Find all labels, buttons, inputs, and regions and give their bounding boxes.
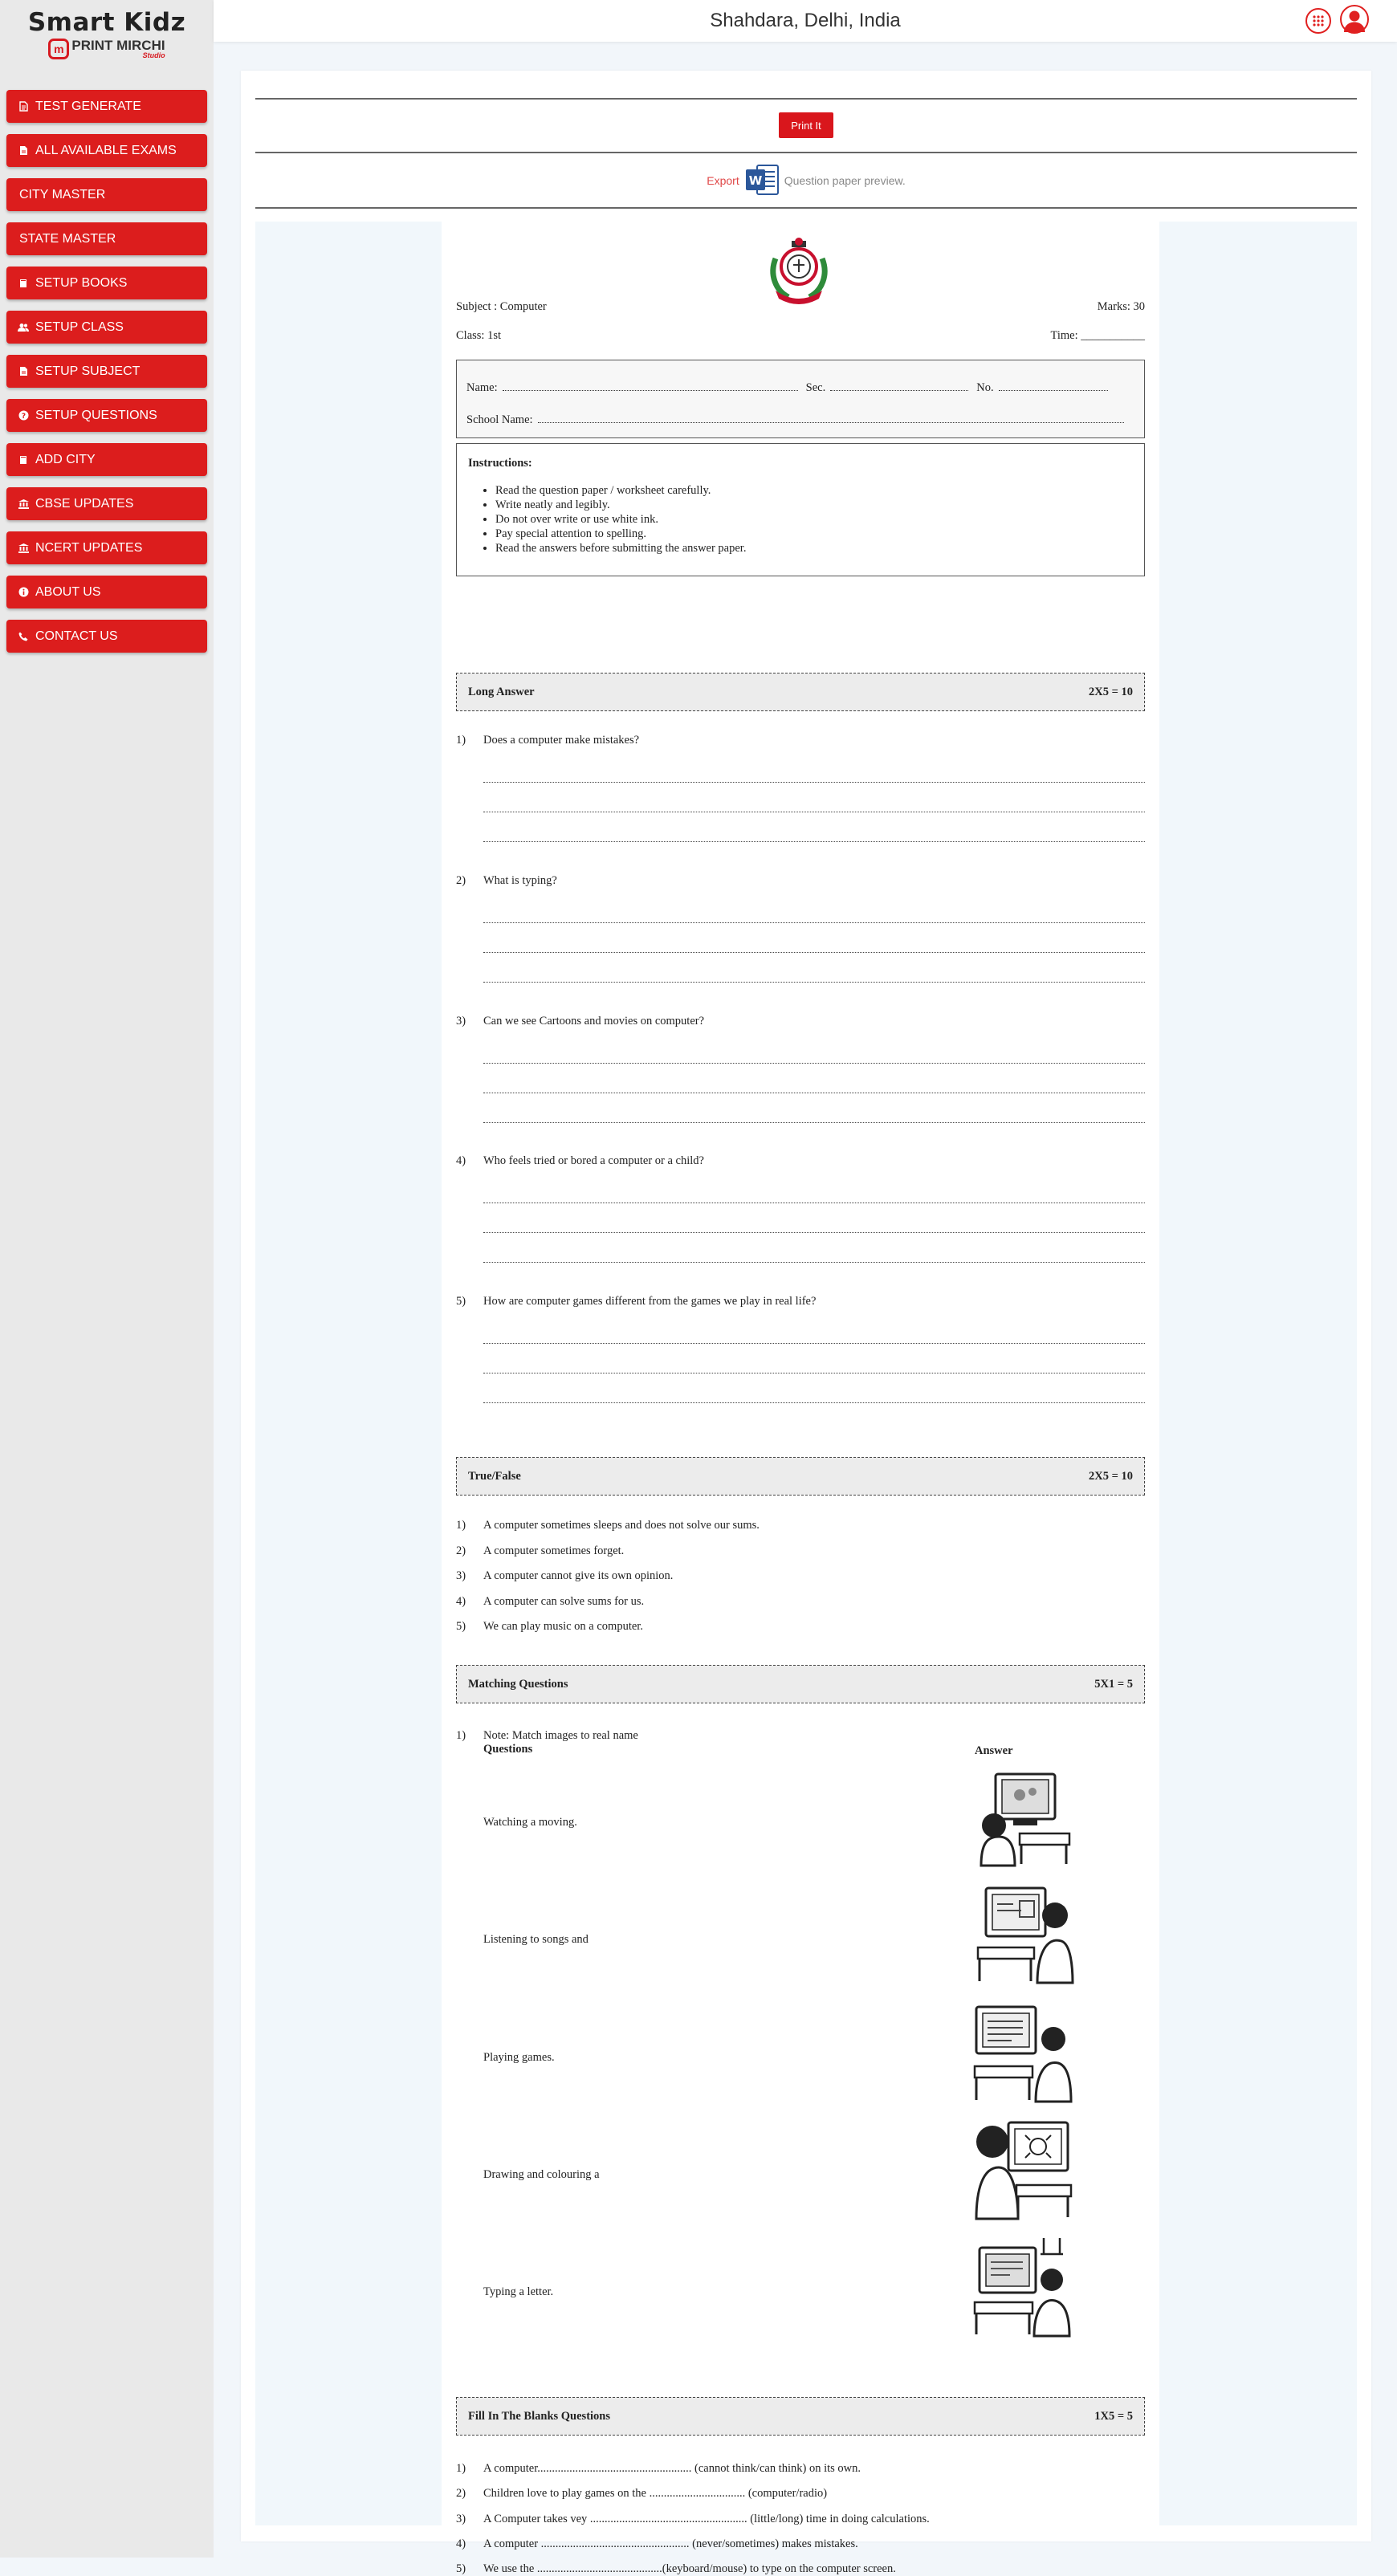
divider xyxy=(255,152,1357,153)
print-mirchi-icon: m xyxy=(48,39,69,59)
matching-item-text: Playing games. xyxy=(483,2051,555,2064)
answer-line[interactable] xyxy=(483,1343,1145,1344)
section-header-long-answer xyxy=(456,673,1145,711)
user-icon xyxy=(1342,6,1367,32)
matching-item-text: Typing a letter. xyxy=(483,2285,554,2298)
question-circle-icon xyxy=(18,410,29,421)
question-text: Does a computer make mistakes? xyxy=(483,734,640,747)
child-computer-image xyxy=(971,1999,1076,2103)
brand[interactable] xyxy=(0,0,214,80)
answer-line[interactable] xyxy=(483,841,1145,842)
question-number: 3) xyxy=(456,2513,466,2525)
child-computer-image xyxy=(971,2116,1076,2220)
phone-icon xyxy=(18,631,29,642)
sidebar-item-label: SETUP SUBJECT xyxy=(35,364,141,378)
question-number: 5) xyxy=(456,1620,466,1633)
sidebar-item-label: SETUP BOOKS xyxy=(35,275,128,290)
sidebar-item-add-city[interactable] xyxy=(6,443,207,476)
name-field[interactable] xyxy=(503,390,798,391)
sidebar-item-label: SETUP CLASS xyxy=(35,319,124,334)
users-icon xyxy=(18,322,29,333)
sidebar-item-label: CITY MASTER xyxy=(19,187,106,201)
sidebar-item-city-master[interactable] xyxy=(6,178,207,211)
question-number: 1) xyxy=(456,1519,466,1532)
question-text: A computer..................................................... (cannot think/can think) on its own. xyxy=(483,2462,861,2475)
section-marks: 5X1 = 5 xyxy=(1094,1677,1133,1691)
sidebar-item-label: TEST GENERATE xyxy=(35,99,141,113)
location-title: Shahdara, Delhi, India xyxy=(710,10,901,31)
question-text: Who feels tried or bored a computer or a child? xyxy=(483,1154,704,1167)
top-header xyxy=(214,0,1397,42)
sidebar-item-label: SETUP QUESTIONS xyxy=(35,408,157,422)
answer-line[interactable] xyxy=(483,1402,1145,1403)
sidebar-item-setup-books[interactable] xyxy=(6,267,207,299)
question-text: A computer cannot give its own opinion. xyxy=(483,1569,674,1582)
sidebar-item-label: STATE MASTER xyxy=(19,231,116,246)
sec-label: Sec. xyxy=(805,381,826,394)
instruction-item: • Read the answers before submitting the answer paper. xyxy=(495,541,1133,555)
sidebar-item-setup-subject[interactable] xyxy=(6,355,207,388)
subject-label: Subject : Computer xyxy=(456,300,547,313)
question-text: Can we see Cartoons and movies on computer? xyxy=(483,1015,705,1028)
sidebar-item-setup-class[interactable] xyxy=(6,311,207,344)
child-computer-image xyxy=(971,1880,1076,1984)
question-text: We can play music on a computer. xyxy=(483,1620,643,1633)
answer-line[interactable] xyxy=(483,1262,1145,1263)
no-field[interactable] xyxy=(999,390,1108,391)
question-number: 4) xyxy=(456,1154,466,1167)
question-text: A Computer takes vey ...................................................... (little/long) time in doing calculations. xyxy=(483,2513,930,2525)
instruction-item: • Do not over write or use white ink. xyxy=(495,512,1133,527)
question-number: 3) xyxy=(456,1569,466,1582)
sidebar-item-label: CONTACT US xyxy=(35,629,118,643)
file-icon xyxy=(18,145,29,157)
word-icon[interactable] xyxy=(744,164,780,198)
name-label: Name: xyxy=(466,381,498,394)
sidebar-item-state-master[interactable] xyxy=(6,222,207,255)
section-marks: 2X5 = 10 xyxy=(1089,1469,1133,1483)
school-name-field[interactable] xyxy=(538,422,1124,423)
book-icon xyxy=(18,454,29,466)
info-circle-icon xyxy=(18,587,29,598)
grid-icon xyxy=(1313,15,1324,26)
question-text: A computer can solve sums for us. xyxy=(483,1595,645,1608)
question-paper-card xyxy=(241,71,1371,2575)
answer-line[interactable] xyxy=(483,782,1145,783)
question-text: What is typing? xyxy=(483,874,557,887)
answer-line[interactable] xyxy=(483,982,1145,983)
apps-grid-button[interactable] xyxy=(1305,8,1331,34)
section-title: Fill In The Blanks Questions xyxy=(468,2409,611,2423)
instruction-item: • Write neatly and legibly. xyxy=(495,498,1133,512)
question-text: Children love to play games on the ................................. (computer/radio) xyxy=(483,2487,828,2500)
user-avatar-button[interactable] xyxy=(1340,5,1369,34)
section-marks: 2X5 = 10 xyxy=(1089,685,1133,698)
instructions-list xyxy=(468,483,1133,555)
answer-line[interactable] xyxy=(483,922,1145,923)
question-text: Note: Match images to real name xyxy=(483,1729,638,1742)
question-text: A computer sometimes forget. xyxy=(483,1544,625,1557)
question-number: 1) xyxy=(456,734,466,747)
answer-line[interactable] xyxy=(483,1232,1145,1233)
file-text-icon xyxy=(18,101,29,112)
questions-column-header: Questions xyxy=(483,1743,533,1756)
export-link[interactable]: Export xyxy=(707,174,739,187)
sidebar-item-label: ALL AVAILABLE EXAMS xyxy=(35,143,177,157)
question-number: 4) xyxy=(456,2537,466,2550)
matching-item-text: Listening to songs and xyxy=(483,1933,589,1946)
school-emblem-icon xyxy=(764,234,833,303)
print-mirchi-text: PRINT MIRCHI xyxy=(71,37,165,53)
divider xyxy=(255,98,1357,100)
question-number: 3) xyxy=(456,1015,466,1028)
bank-icon xyxy=(18,543,29,554)
sidebar-item-label: ABOUT US xyxy=(35,584,101,599)
file-icon xyxy=(18,366,29,377)
sidebar-item-cbse-updates[interactable] xyxy=(6,487,207,520)
question-number: 5) xyxy=(456,2562,466,2575)
student-details-box xyxy=(456,360,1145,438)
instructions-title: Instructions: xyxy=(468,457,532,470)
sec-field[interactable] xyxy=(830,390,968,391)
question-text: A computer ................................................... (never/sometimes) makes mistakes. xyxy=(483,2537,858,2550)
preview-label: Question paper preview. xyxy=(784,174,906,187)
print-button[interactable]: Print It xyxy=(779,112,833,138)
time-label: Time: ___________ xyxy=(1050,329,1145,342)
section-marks: 1X5 = 5 xyxy=(1094,2409,1133,2423)
question-number: 2) xyxy=(456,874,466,887)
section-title: True/False xyxy=(468,1469,521,1483)
print-mirchi-tag: Studio xyxy=(142,51,165,59)
divider xyxy=(255,207,1357,209)
print-mirchi-logo xyxy=(0,39,214,59)
section-title: Long Answer xyxy=(468,685,535,698)
sidebar-item-label: NCERT UPDATES xyxy=(35,540,143,555)
sidebar-item-setup-questions[interactable] xyxy=(6,399,207,432)
sidebar xyxy=(0,0,214,2558)
section-header-true-false xyxy=(456,1457,1145,1496)
question-number: 1) xyxy=(456,2462,466,2475)
sidebar-item-label: ADD CITY xyxy=(35,452,96,466)
no-label: No. xyxy=(976,381,994,394)
section-header-matching xyxy=(456,1665,1145,1703)
svg-text:?: ? xyxy=(21,413,26,421)
book-icon xyxy=(18,278,29,289)
matching-item-text: Watching a moving. xyxy=(483,1816,577,1829)
child-computer-image xyxy=(971,2233,1076,2338)
sidebar-item-label: CBSE UPDATES xyxy=(35,496,134,511)
question-text: A computer sometimes sleeps and does not solve our sums. xyxy=(483,1519,760,1532)
export-row xyxy=(241,164,1371,197)
instructions-box xyxy=(456,443,1145,576)
sidebar-item-all-available-exams[interactable] xyxy=(6,134,207,167)
brand-title: Smart Kidz xyxy=(27,8,186,37)
child-computer-image xyxy=(971,1763,1076,1867)
answer-line[interactable] xyxy=(483,1063,1145,1064)
answer-column-header: Answer xyxy=(975,1744,1013,1757)
answer-line[interactable] xyxy=(483,952,1145,953)
bank-icon xyxy=(18,499,29,510)
question-number: 2) xyxy=(456,2487,466,2500)
svg-text:W: W xyxy=(748,173,763,188)
school-name-label: School Name: xyxy=(466,413,533,426)
matching-item-text: Drawing and colouring a xyxy=(483,2168,600,2181)
question-number: 4) xyxy=(456,1595,466,1608)
sidebar-item-about-us[interactable] xyxy=(6,576,207,608)
marks-label: Marks: 30 xyxy=(1097,300,1145,313)
section-title: Matching Questions xyxy=(468,1677,568,1691)
question-number: 5) xyxy=(456,1295,466,1308)
class-label: Class: 1st xyxy=(456,329,501,342)
sidebar-item-contact-us[interactable] xyxy=(6,620,207,653)
answer-line[interactable] xyxy=(483,1122,1145,1123)
question-number: 2) xyxy=(456,1544,466,1557)
instruction-item: • Pay special attention to spelling. xyxy=(495,527,1133,541)
sidebar-item-ncert-updates[interactable] xyxy=(6,531,207,564)
question-text: We use the ...........................................(keyboard/mouse) to type on the computer screen. xyxy=(483,2562,896,2575)
question-paper xyxy=(442,222,1159,2575)
section-header-fill-blanks xyxy=(456,2397,1145,2436)
instruction-item: • Read the question paper / worksheet carefully. xyxy=(495,483,1133,498)
question-text: How are computer games different from the games we play in real life? xyxy=(483,1295,817,1308)
sidebar-item-test-generate[interactable] xyxy=(6,90,207,123)
sidebar-menu xyxy=(0,90,214,653)
question-number: 1) xyxy=(456,1729,466,1742)
